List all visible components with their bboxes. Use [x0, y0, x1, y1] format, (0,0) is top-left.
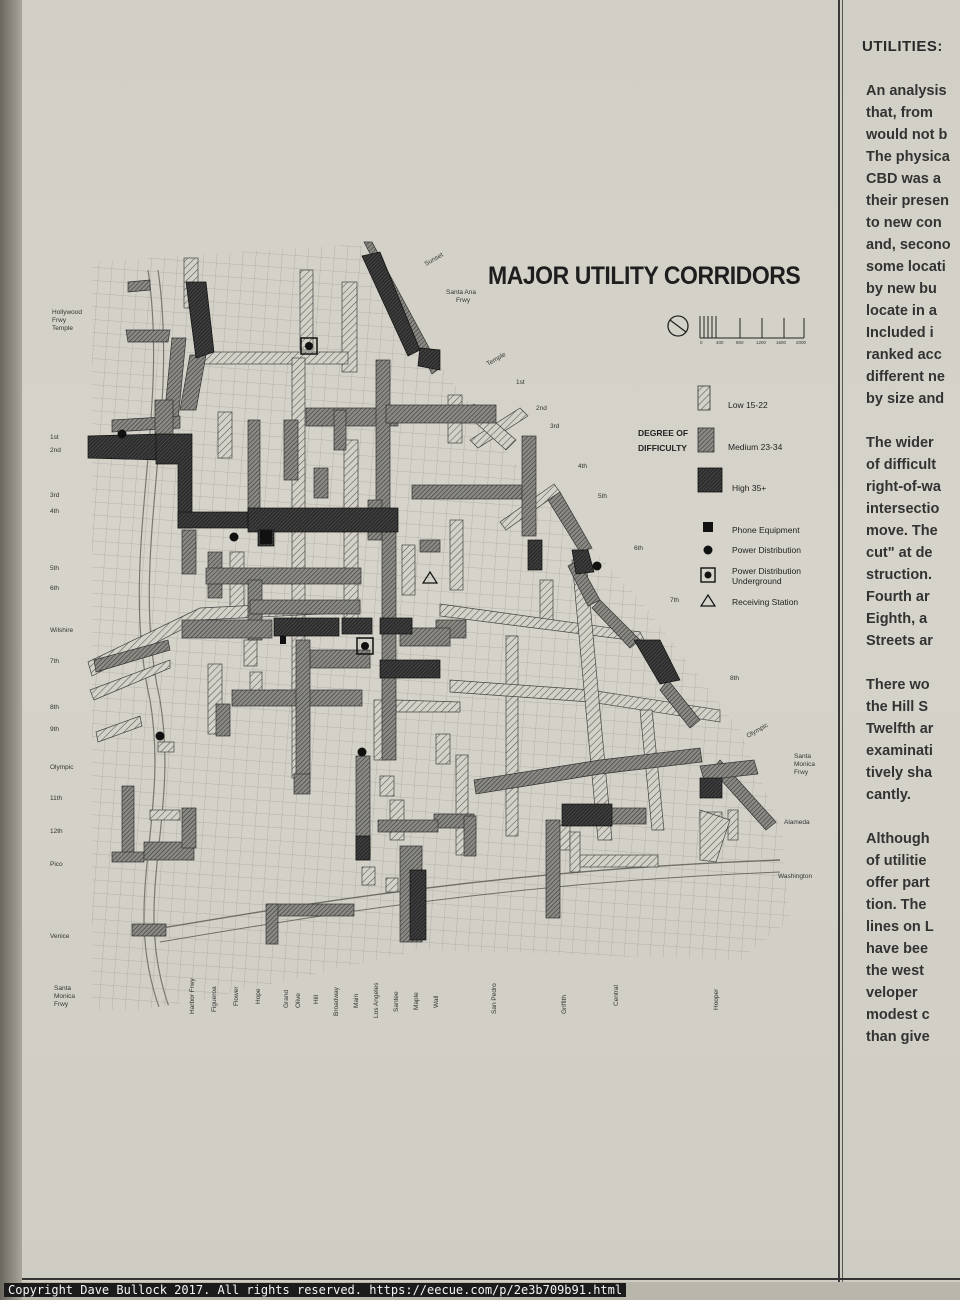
street-label: 9th: [50, 726, 60, 733]
phone-equipment-icon: [703, 522, 713, 532]
street-label: Frwy: [54, 1001, 69, 1008]
street-label: 6th: [50, 585, 60, 592]
street-label: Flower: [233, 986, 240, 1006]
street-label: Frwy: [794, 769, 809, 776]
street-label: 8th: [730, 675, 740, 682]
street-label: Harbor Frwy: [189, 978, 196, 1014]
power-distribution-icon: [704, 546, 713, 555]
svg-text:400: 400: [716, 340, 724, 345]
scale-bar-labels: [700, 340, 807, 345]
legend-label-receiving: Receiving Station: [732, 597, 799, 607]
street-label: Frwy: [52, 317, 67, 324]
paragraph-4: Although of utilitie offer part tion. The lines on L have bee the west veloper modest c than give: [866, 831, 934, 1045]
legend-label-low: Low 15-22: [728, 400, 768, 410]
street-label: Temple: [52, 325, 73, 332]
copyright-footer: Copyright Dave Bullock 2017. All rights reserved. https://eecue.com/p/2e3b709b91.html: [4, 1283, 626, 1297]
street-label: 1st: [516, 379, 525, 386]
street-label: 4th: [50, 508, 60, 515]
scale-bar: [700, 316, 804, 338]
legend-heading: DEGREE OF: [638, 428, 689, 438]
street-label: 11th: [50, 795, 63, 802]
legend-swatch-low: [698, 386, 710, 410]
street-label: 7th: [670, 597, 680, 604]
street-label: Washington: [778, 873, 813, 880]
street-label: 3rd: [50, 492, 60, 499]
street-label: 5th: [50, 565, 60, 572]
street-label: Broadway: [333, 987, 340, 1016]
legend-swatch-high: [698, 468, 722, 492]
street-label: Sunset: [423, 251, 445, 268]
street-label: Alameda: [784, 819, 810, 826]
paragraph-2: The wider of difficult right-of-wa intersectio move. The cut" at de struction. Fourth ar Eighth, a Streets ar: [866, 435, 941, 649]
street-label: Los Angeles: [373, 982, 380, 1018]
street-label: Santa: [54, 985, 71, 992]
legend-label-underground: Underground: [732, 576, 782, 586]
street-label: 12th: [50, 828, 63, 835]
street-label: Wall: [433, 995, 440, 1008]
street-label: Pico: [50, 861, 63, 868]
street-label: Hope: [255, 988, 262, 1004]
legend-label-underground: Power Distribution: [732, 566, 801, 576]
street-label: 8th: [50, 704, 60, 711]
street-label: Griffith: [561, 994, 568, 1014]
street-label: 1st: [50, 434, 59, 441]
street-label: 2nd: [50, 447, 61, 454]
power-distribution-icon: [118, 430, 127, 439]
street-label: Venice: [50, 933, 70, 940]
street-label: Main: [353, 993, 360, 1008]
street-label: 3rd: [550, 423, 560, 430]
legend-label-power: Power Distribution: [732, 545, 801, 555]
svg-text:1600: 1600: [776, 340, 787, 345]
legend-heading: DIFFICULTY: [638, 443, 687, 453]
street-label: Olive: [295, 993, 302, 1008]
street-label: Maple: [413, 992, 420, 1010]
street-label: Hooper: [713, 988, 720, 1010]
street-label: Figueroa: [211, 986, 218, 1012]
north-arrow-icon: [668, 316, 688, 336]
phone-equipment-icon: [280, 636, 286, 644]
legend-label-phone: Phone Equipment: [732, 525, 800, 535]
svg-text:800: 800: [736, 340, 744, 345]
street-label: Wilshire: [50, 627, 74, 634]
street-label: 2nd: [536, 405, 547, 412]
street-label: Olympic: [50, 764, 74, 771]
street-label: Santa Ana: [446, 289, 476, 296]
power-distribution-icon: [156, 732, 165, 741]
legend-label-high: High 35+: [732, 483, 767, 493]
svg-text:1200: 1200: [756, 340, 767, 345]
street-label: Hollywood: [52, 309, 82, 316]
phone-equipment-icon: [260, 530, 272, 544]
street-label: San Pedro: [491, 983, 498, 1014]
power-distribution-icon: [593, 562, 602, 571]
street-label: Olympic: [745, 721, 770, 740]
paragraph-1: An analysis that, from would not b The physica CBD was a their presen to new con and, secono some locati by new bu locate in a Included i ranked acc different ne by size and: [866, 83, 951, 407]
street-label: Frwy: [456, 297, 471, 304]
left-street-labels: [50, 309, 82, 1008]
receiving-station-icon: [701, 595, 715, 606]
svg-text:2000: 2000: [796, 340, 807, 345]
article-body: [866, 80, 960, 1070]
street-label: 6th: [634, 545, 644, 552]
street-label: Monica: [54, 993, 75, 1000]
street-label: Central: [613, 985, 620, 1006]
paragraph-3: There wo the Hill S Twelfth ar examinati tively sha cantly.: [866, 677, 934, 803]
street-label: Santa: [794, 753, 811, 760]
street-label: 7th: [50, 658, 60, 665]
street-label: Santee: [393, 991, 400, 1012]
street-label: Grand: [283, 989, 290, 1008]
street-label: Monica: [794, 761, 815, 768]
legend-swatch-medium: [698, 428, 714, 452]
map-title: MAJOR UTILITY CORRIDORS: [488, 262, 801, 290]
street-label: Temple: [485, 351, 508, 368]
street-label: 5th: [598, 493, 608, 500]
legend-label-medium: Medium 23-34: [728, 442, 783, 452]
street-label: 4th: [578, 463, 588, 470]
svg-text:0: 0: [700, 340, 703, 345]
section-heading: UTILITIES:: [862, 38, 943, 55]
street-label: Hill: [313, 994, 320, 1004]
power-distribution-icon: [358, 748, 367, 757]
power-distribution-icon: [230, 533, 239, 542]
map-legend: [638, 386, 801, 607]
